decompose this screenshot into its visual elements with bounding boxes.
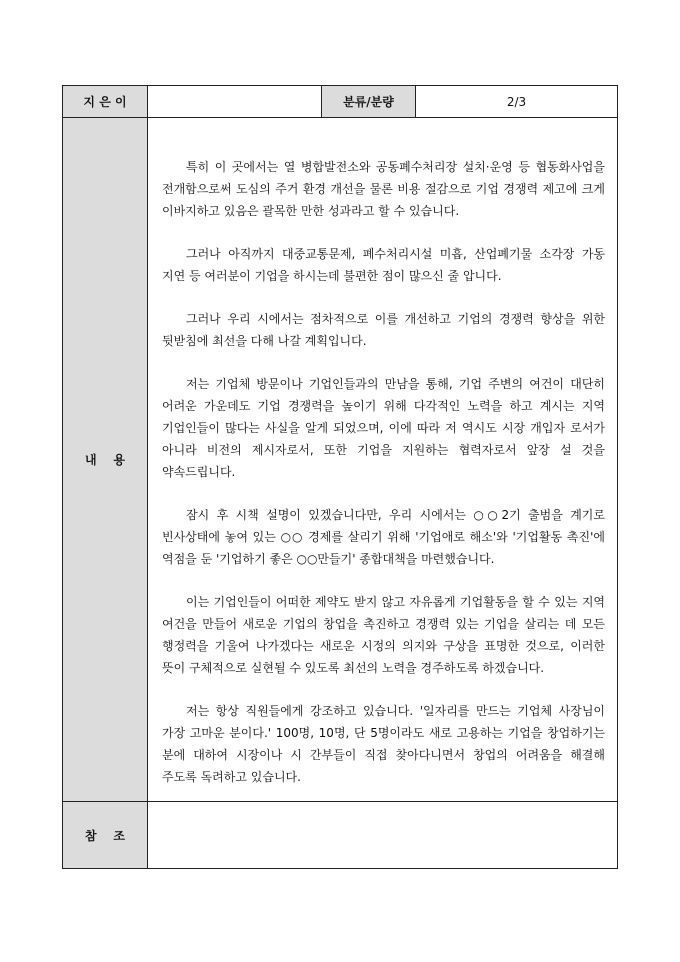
category-label: 분류/분량 [322, 86, 416, 118]
paragraph-4: 저는 기업체 방문이나 기업인들과의 만남을 통해, 기업 주변의 여건이 대단히 어려운 가운데도 기업 경쟁력을 높이기 위해 다각적인 노력을 하고 계시는 지역 기업인들이 많다는 사실을 알게 되었으며, 이에 따라 저 역시도 시장 개입자 로서가 아니라 비전의 제시자로서, 또한 기업을 지원하는 협력자로서 앞장 설 것을 약속드립니다. [162, 377, 605, 479]
category-value: 2/3 [416, 86, 618, 118]
author-label: 지 은 이 [63, 86, 148, 118]
paragraph-3: 그러나 우리 시에서는 점차적으로 이를 개선하고 기업의 경쟁력 향상을 위한 뒷받침에 최선을 다해 나갈 계획입니다. [162, 312, 605, 348]
reference-row [63, 802, 618, 869]
paragraph-5: 잠시 후 시책 설명이 있겠습니다만, 우리 시에서는 ○○2기 출범을 계기로 빈사상태에 놓여 있는 ○○ 경제를 살리기 위해 '기업애로 해소'와 '기업활동 촉진'에 역점을 둔 '기업하기 좋은 ○○만들기' 종합대책을 마련했습니다. [162, 508, 605, 566]
content-body [148, 118, 618, 802]
paragraph-2: 그러나 아직까지 대중교통문제, 폐수처리시설 미흡, 산업폐기물 소각장 가동 지연 등 여러분이 기업을 하시는데 불편한 점이 많으신 줄 압니다. [162, 247, 605, 283]
content-row [63, 118, 618, 802]
document-form-table [62, 85, 618, 869]
content-paragraphs [148, 118, 617, 788]
paragraph-1: 특히 이 곳에서는 열 병합발전소와 공동폐수처리장 설치·운영 등 협동화사업을 전개함으로써 도심의 주거 환경 개선을 물론 비용 절감으로 기업 경쟁력 제고에 크게 이바지하고 있음은 괄목한 만한 성과라고 할 수 있습니다. [162, 160, 605, 218]
reference-label: 참 조 [63, 802, 148, 869]
reference-value [148, 802, 618, 869]
header-row [63, 86, 618, 118]
content-label: 내 용 [63, 118, 148, 802]
paragraph-6: 이는 기업인들이 어떠한 제약도 받지 않고 자유롭게 기업활동을 할 수 있는 지역 여건을 만들어 새로운 기업의 창업을 촉진하고 경쟁력 있는 기업을 살리는 데 모든 행정력을 기울여 나가겠다는 새로운 시정의 의지와 구상을 표명한 것으로, 이러한 뜻이 구체적으로 실현될 수 있도록 최선의 노력을 경주하도록 하겠습니다. [162, 595, 605, 675]
paragraph-7: 저는 항상 직원들에게 강조하고 있습니다. '일자리를 만드는 기업체 사장님이 가장 고마운 분이다.' 100명, 10명, 단 5명이라도 새로 고용하는 기업을 창업하기는 분에 대하여 시장이나 시 간부들이 직접 찾아다니면서 창업의 어려움을 해결해 주도록 독려하고 있습니다. [162, 704, 605, 784]
author-value [148, 86, 322, 118]
